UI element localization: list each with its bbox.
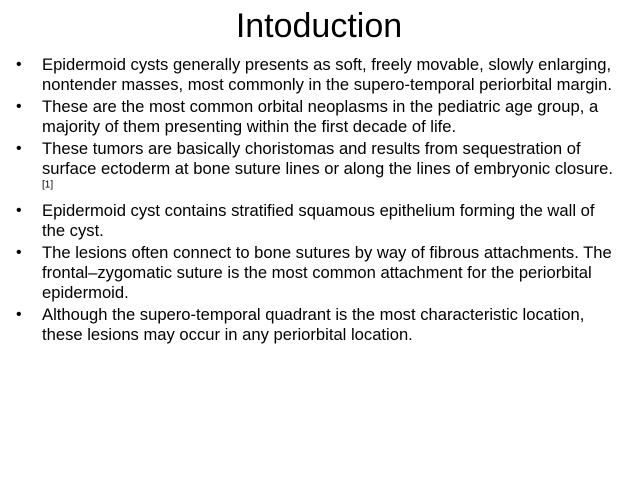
bullet-list — [16, 55, 620, 347]
bullet-text: Epidermoid cyst contains stratified squamous epithelium forming the wall of the cyst. — [42, 201, 595, 240]
bullet-item — [16, 55, 620, 94]
bullet-icon: • — [16, 244, 22, 262]
bullet-icon: • — [16, 56, 22, 73]
bullet-item — [16, 305, 620, 344]
bullet-item — [16, 139, 620, 198]
bullet-text: These are the most common orbital neoplasms in the pediatric age group, a majority of them presenting within the first decade of life. — [42, 97, 599, 136]
bullet-text: These tumors are basically choristomas and results from sequestration of surface ectoderm at bone suture lines or along the lines of embryonic closure. — [42, 139, 613, 178]
bullet-icon: • — [16, 98, 22, 116]
bullet-icon: • — [16, 202, 22, 220]
slide-title: Intoduction — [235, 7, 403, 45]
citation-superscript: [1] — [42, 179, 54, 191]
bullet-text: Epidermoid cysts generally presents as soft, freely movable, slowly enlarging, nontender masses, most commonly in the supero-temporal periorbital margin. — [42, 55, 612, 94]
bullet-text: Although the supero-temporal quadrant is the most characteristic location, these lesions may occur in any periorbital location. — [42, 305, 585, 344]
bullet-icon: • — [16, 306, 22, 324]
bullet-item — [16, 97, 620, 136]
bullet-text: The lesions often connect to bone sutures by way of fibrous attachments. The frontal–zygomatic suture is the most common attachment for the periorbital epidermoid. — [42, 243, 612, 302]
bullet-item — [16, 243, 620, 302]
bullet-icon: • — [16, 140, 22, 158]
bullet-item — [16, 201, 620, 240]
